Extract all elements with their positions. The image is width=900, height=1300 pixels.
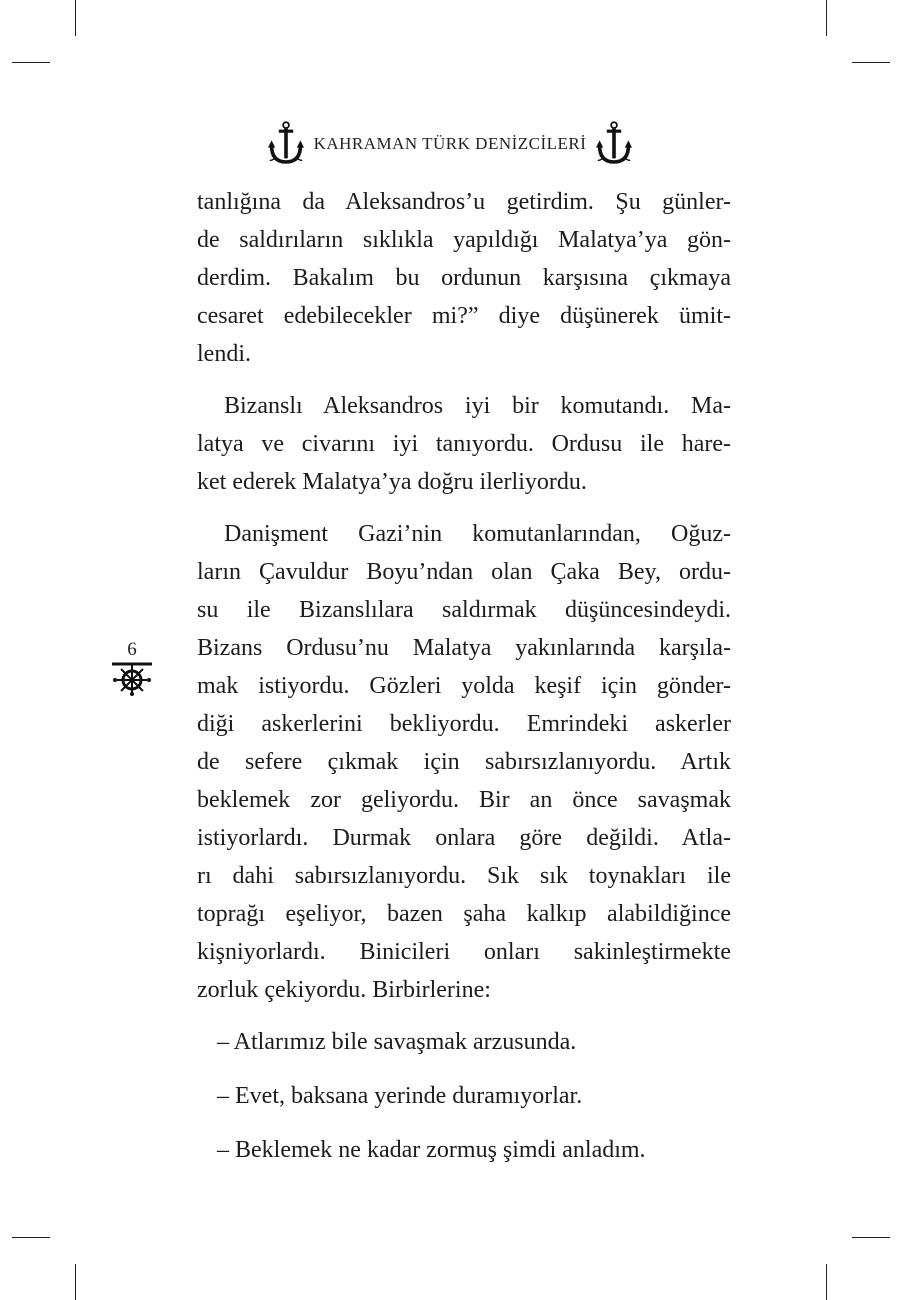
page-number: 6 bbox=[127, 639, 137, 660]
text-line: beklemek zor geliyordu. Bir an önce savaşmak bbox=[197, 787, 731, 813]
crop-mark-bottom-right-h bbox=[852, 1237, 890, 1238]
text-line: de sefere çıkmak için sabırsızlanıyordu. Artık bbox=[197, 749, 731, 775]
text-line: de saldırıların sıklıkla yapıldığı Malatya’ya gön- bbox=[197, 227, 731, 253]
text-line: latya ve civarını iyi tanıyordu. Ordusu ile hare- bbox=[197, 431, 731, 457]
crop-mark-bottom-left-h bbox=[12, 1237, 50, 1238]
dialogue-line: – Beklemek ne kadar zormuş şimdi anladım. bbox=[217, 1137, 646, 1163]
text-line: mak istiyordu. Gözleri yolda keşif için gönder- bbox=[197, 673, 731, 699]
dialogue-line: – Atlarımız bile savaşmak arzusunda. bbox=[217, 1029, 577, 1055]
text-line: ket ederek Malatya’ya doğru ilerliyordu. bbox=[197, 469, 587, 495]
paragraph bbox=[197, 387, 731, 501]
body-text bbox=[197, 183, 731, 1185]
text-line: derdim. Bakalım bu ordunun karşısına çıkmaya bbox=[197, 265, 731, 291]
crop-mark-top-left bbox=[75, 0, 76, 36]
paragraph bbox=[197, 515, 731, 1009]
ship-wheel-icon bbox=[109, 660, 155, 696]
text-line: Bizans Ordusu’nu Malatya yakınlarında karşıla- bbox=[197, 635, 731, 661]
text-line: su ile Bizanslılara saldırmak düşüncesindeydi. bbox=[197, 597, 731, 623]
text-line: Bizanslı Aleksandros iyi bir komutandı. Ma- bbox=[224, 393, 731, 419]
dialogue-line: – Evet, baksana yerinde duramıyorlar. bbox=[217, 1083, 583, 1109]
text-line: cesaret edebilecekler mi?” diye düşünerek ümit- bbox=[197, 303, 731, 329]
folio bbox=[108, 640, 156, 696]
text-line: toprağı eşeliyor, bazen şaha kalkıp alabildiğince bbox=[197, 901, 731, 927]
running-header bbox=[0, 116, 900, 172]
text-line: tanlığına da Aleksandros’u getirdim. Şu günler- bbox=[197, 189, 731, 215]
text-line: Danişment Gazi’nin komutanlarından, Oğuz- bbox=[224, 521, 731, 547]
text-line: diği askerlerini bekliyordu. Emrindeki askerler bbox=[197, 711, 731, 737]
text-line: rı dahi sabırsızlanıyordu. Sık sık toynakları ile bbox=[197, 863, 731, 889]
header-title: KAHRAMAN TÜRK DENİZCİLERİ bbox=[313, 134, 587, 153]
crop-mark-bottom-left bbox=[75, 1264, 76, 1300]
text-line: ların Çavuldur Boyu’ndan olan Çaka Bey, ordu- bbox=[197, 559, 731, 585]
text-line: zorluk çekiyordu. Birbirlerine: bbox=[197, 977, 491, 1003]
anchor-icon bbox=[268, 120, 304, 168]
crop-mark-top-left-h bbox=[12, 62, 50, 63]
crop-mark-top-right-h bbox=[852, 62, 890, 63]
crop-mark-top-right bbox=[826, 0, 827, 36]
text-line: kişniyorlardı. Binicileri onları sakinleştirmekte bbox=[197, 939, 731, 965]
text-line: istiyorlardı. Durmak onlara göre değildi. Atla- bbox=[197, 825, 731, 851]
crop-mark-bottom-right bbox=[826, 1264, 827, 1300]
paragraph bbox=[197, 183, 731, 373]
anchor-icon bbox=[596, 120, 632, 168]
text-line: lendi. bbox=[197, 341, 251, 367]
